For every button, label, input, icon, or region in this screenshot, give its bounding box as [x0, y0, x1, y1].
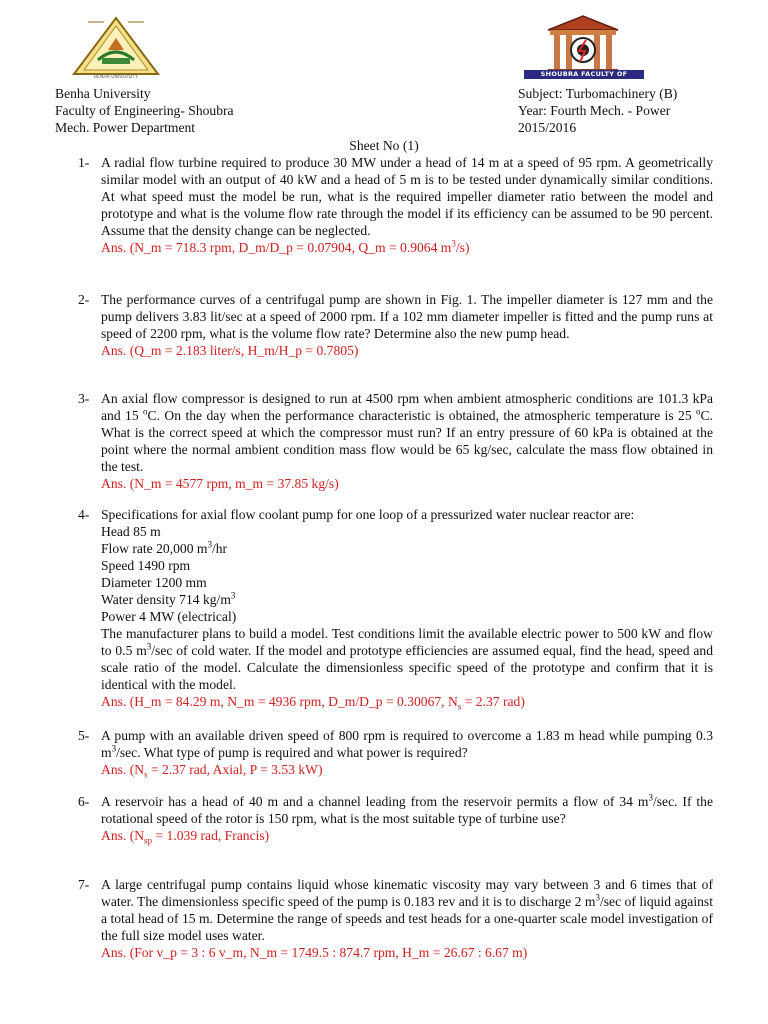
spec-power: Power 4 MW (electrical) — [101, 609, 237, 624]
spec-flow-rate: Flow rate 20,000 $m^3/hr$ — [101, 539, 228, 556]
problem-answer: Ans. (Q_m = 2.183 liter/s, H_m/H_p = 0.7805) — [101, 343, 359, 358]
spec-speed: Speed 1490 rpm — [101, 558, 191, 573]
problem-text: The manufacturer plans to build a model. Test conditions limit the available electric power to 500 kW and flow to 0.5 $m^3/\sec$ of cold water. If the model and prototype efficiencies are assumed equal, find the head, speed and scale ratio of the model. Calculate the dimensionless specific speed of the prototype and confirm that it is identical with the model. — [101, 626, 713, 692]
problem-number: 5- — [78, 728, 90, 743]
spec-head: Head 85 m — [101, 524, 161, 539]
benha-university-logo — [68, 14, 164, 80]
problem-answer: Ans. (N_m = 718.3 rpm, D_m/D_p = 0.07904, Q_m = 0.9064 $m^3/s$) — [101, 238, 470, 255]
subject-line: Subject: Turbomachinery (B) — [518, 86, 678, 101]
spec-diameter: Diameter 1200 mm — [101, 575, 207, 590]
header-left-block — [55, 85, 234, 136]
problem-text: The performance curves of a centrifugal pump are shown in Fig. 1. The impeller diameter is 127 mm and the pump delivers 3.83 lit/sec at a speed of 2000 rpm. If a 102 mm diameter impeller is fitted and the pump runs at speed of 2200 rpm, what is the volume flow rate? Determine also the new pump head. — [101, 292, 713, 341]
sheet-title: Sheet No (1) — [349, 138, 419, 153]
problem-number: 4- — [78, 507, 90, 522]
problem-answer: Ans. ($N_{sp} = 1.039$ rad, Francis) — [101, 828, 270, 846]
spec-water-density: Water density 714 $kg/m^3$ — [101, 590, 236, 607]
problem-text: An axial flow compressor is designed to run at 4500 rpm when ambient atmospheric conditions are 101.3 kPa and 15 $^o$C. On the day when the performance characteristic is obtained, the atmospheric temperature is 25 $^o$C. What is the correct speed at which the compressor must run? If an entry pressure of 60 kPa is obtained at the point where the normal ambient condition mass flow would be 65 kg/sec, calculate the mass flow obtained in the test. — [101, 391, 713, 474]
department-name: Mech. Power Department — [55, 120, 196, 135]
problem-number: 7- — [78, 877, 90, 892]
faculty-name: Faculty of Engineering- Shoubra — [55, 103, 234, 118]
university-name: Benha University — [55, 86, 151, 101]
header-right-block — [518, 85, 677, 136]
problem-answer: Ans. (For v_p = 3 : 6 v_m, N_m = 1749.5 : 874.7 rpm, H_m = 26.67 : 6.67 m) — [101, 945, 528, 960]
right-logo-caption: SHOUBRA FACULTY OF ENGINEERING — [524, 70, 644, 79]
problem-text: A radial flow turbine required to produce 30 MW under a head of 14 m at a speed of 95 rpm. A geometrically similar model with an output of 40 kW and a head of 5 m is to be tested under dynamically similar conditions. At what speed must the model be run, what is the required impeller diameter ratio between the model and prototype and what is the volume flow rate through the model if its efficiency can be assumed to be 90 percent. Assume that the density change can be neglected. — [101, 155, 713, 238]
problem-text: A pump with an available driven speed of 800 rpm is required to overcome a 1.83 m head while pumping 0.3 $m^3/\sec$. What type of pump is required and what power is required? — [101, 728, 713, 760]
problem-answer: Ans. ($N_s = 2.37$ rad, Axial, P = 3.53 kW) — [101, 762, 323, 780]
problem-text: A large centrifugal pump contains liquid whose kinematic viscosity may vary between 3 and 6 times that of water. The dimensionless specific speed of the pump is 0.183 rev and it is to discharge 2 $m^3/\sec$ of liquid against a total head of 15 m. Determine the range of speeds and test heads for a one-quarter scale model investigation of the full size model uses water. — [101, 877, 713, 943]
year-line: Year: Fourth Mech. - Power — [518, 103, 671, 118]
problem-number: 6- — [78, 794, 90, 809]
problem-answer: Ans. (N_m = 4577 rpm, m_m = 37.85 kg/s) — [101, 476, 339, 491]
left-logo-caption: BENHA UNIVERSITY — [94, 75, 138, 80]
problem-number: 1- — [78, 155, 90, 170]
problem-intro: Specifications for axial flow coolant pump for one loop of a pressurized water nuclear reactor are: — [101, 507, 635, 522]
academic-year: 2015/2016 — [518, 120, 577, 135]
problem-answer: Ans. (H_m = 84.29 m, N_m = 4936 rpm, D_m/D_p = 0.30067, $N_s = 2.37$ rad) — [101, 694, 525, 712]
problem-number: 3- — [78, 391, 90, 406]
problem-text: A reservoir has a head of 40 m and a channel leading from the reservoir permits a flow of 34 $m^3/\sec$. If the rotational speed of the rotor is 150 rpm, what is the most suitable type of turbine use? — [101, 792, 713, 826]
problem-number: 2- — [78, 292, 90, 307]
